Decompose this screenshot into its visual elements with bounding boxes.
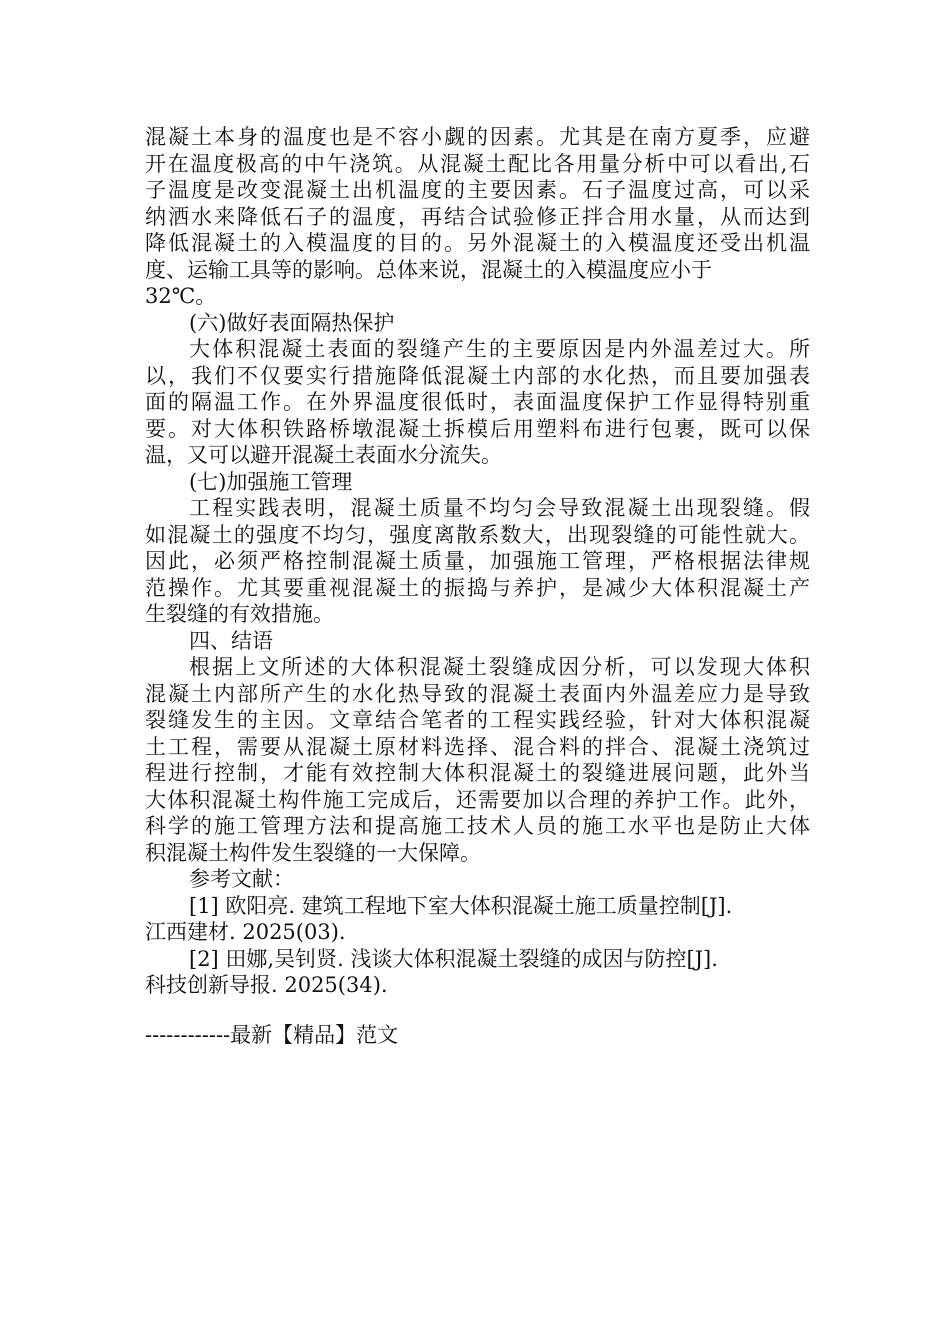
paragraph-line: 混凝土内部所产生的水化热导致的混凝土表面内外温差应力是导致	[145, 681, 810, 706]
paragraph-line: 范操作。尤其要重视混凝土的振捣与养护，是减少大体积混凝土产	[145, 575, 810, 600]
paragraph-line: 裂缝发生的主因。文章结合笔者的工程实践经验，针对大体积混凝	[145, 708, 810, 732]
paragraph-line: 工程实践表明，混凝土质量不均匀会导致混凝土出现裂缝。假	[189, 496, 810, 520]
document-body	[145, 124, 810, 999]
paragraph-line: 大体积混凝土构件施工完成后，还需要加以合理的养护工作。此外，	[145, 787, 810, 812]
reference-item: [1] 欧阳亮. 建筑工程地下室大体积混凝土施工质量控制[J].	[189, 893, 733, 918]
paragraph-line: 降低混凝土的入模温度的目的。另外混凝土的入模温度还受出机温	[145, 231, 810, 255]
reference-item-continuation: 江西建材. 2025(03).	[145, 920, 346, 944]
paragraph-line: 子温度是改变混凝土出机温度的主要因素。石子温度过高，可以采	[145, 178, 810, 202]
paragraph-line: 温，又可以避开混凝土表面水分流失。	[145, 443, 502, 467]
references-heading: 参考文献：	[189, 867, 294, 891]
paragraph-line: 程进行控制，才能有效控制大体积混凝土的裂缝进展问题，此外当	[145, 761, 810, 785]
paragraph-line: 大体积混凝土表面的裂缝产生的主要原因是内外温差过大。所	[189, 337, 810, 361]
paragraph-line: 积混凝土构件发生裂缝的一大保障。	[145, 840, 481, 865]
paragraph-line: 根据上文所述的大体积混凝土裂缝成因分析，可以发现大体积	[189, 655, 810, 679]
section-heading: (七)加强施工管理	[189, 469, 353, 494]
paragraph-line: 如混凝土的强度不均匀，强度离散系数大，出现裂缝的可能性就大。	[145, 522, 810, 547]
paragraph-line: 因此，必须严格控制混凝土质量，加强施工管理，严格根据法律规	[145, 549, 810, 573]
section-heading: 四、结语	[189, 628, 273, 653]
page-footer: ------------最新【精品】范文	[145, 1023, 399, 1047]
paragraph-line: 开在温度极高的中午浇筑。从混凝土配比各用量分析中可以看出,石	[145, 151, 810, 176]
paragraph-line: 土工程，需要从混凝土原材料选择、混合料的拌合、混凝土浇筑过	[145, 734, 810, 759]
paragraph-line: 科学的施工管理方法和提高施工技术人员的施工水平也是防止大体	[145, 814, 810, 838]
section-heading: (六)做好表面隔热保护	[189, 310, 395, 335]
paragraph-line: 度、运输工具等的影响。总体来说，混凝土的入模温度应小于	[145, 257, 712, 282]
paragraph-line: 要。对大体积铁路桥墩混凝土拆模后用塑料布进行包裹，既可以保	[145, 416, 810, 441]
paragraph-line: 纳洒水来降低石子的温度，再结合试验修正拌合用水量，从而达到	[145, 204, 810, 229]
paragraph-line: 以，我们不仅要实行措施降低混凝土内部的水化热，而且要加强表	[145, 363, 810, 388]
reference-item: [2] 田娜,吴钊贤. 浅谈大体积混凝土裂缝的成因与防控[J].	[189, 946, 718, 971]
paragraph-line: 混凝土本身的温度也是不容小觑的因素。尤其是在南方夏季，应避	[145, 125, 810, 149]
paragraph-line: 面的隔温工作。在外界温度很低时，表面温度保护工作显得特别重	[145, 390, 810, 414]
paragraph-line: 32℃。	[145, 284, 217, 308]
paragraph-line: 生裂缝的有效措施。	[145, 602, 334, 626]
reference-item-continuation: 科技创新导报. 2025(34).	[145, 973, 388, 997]
